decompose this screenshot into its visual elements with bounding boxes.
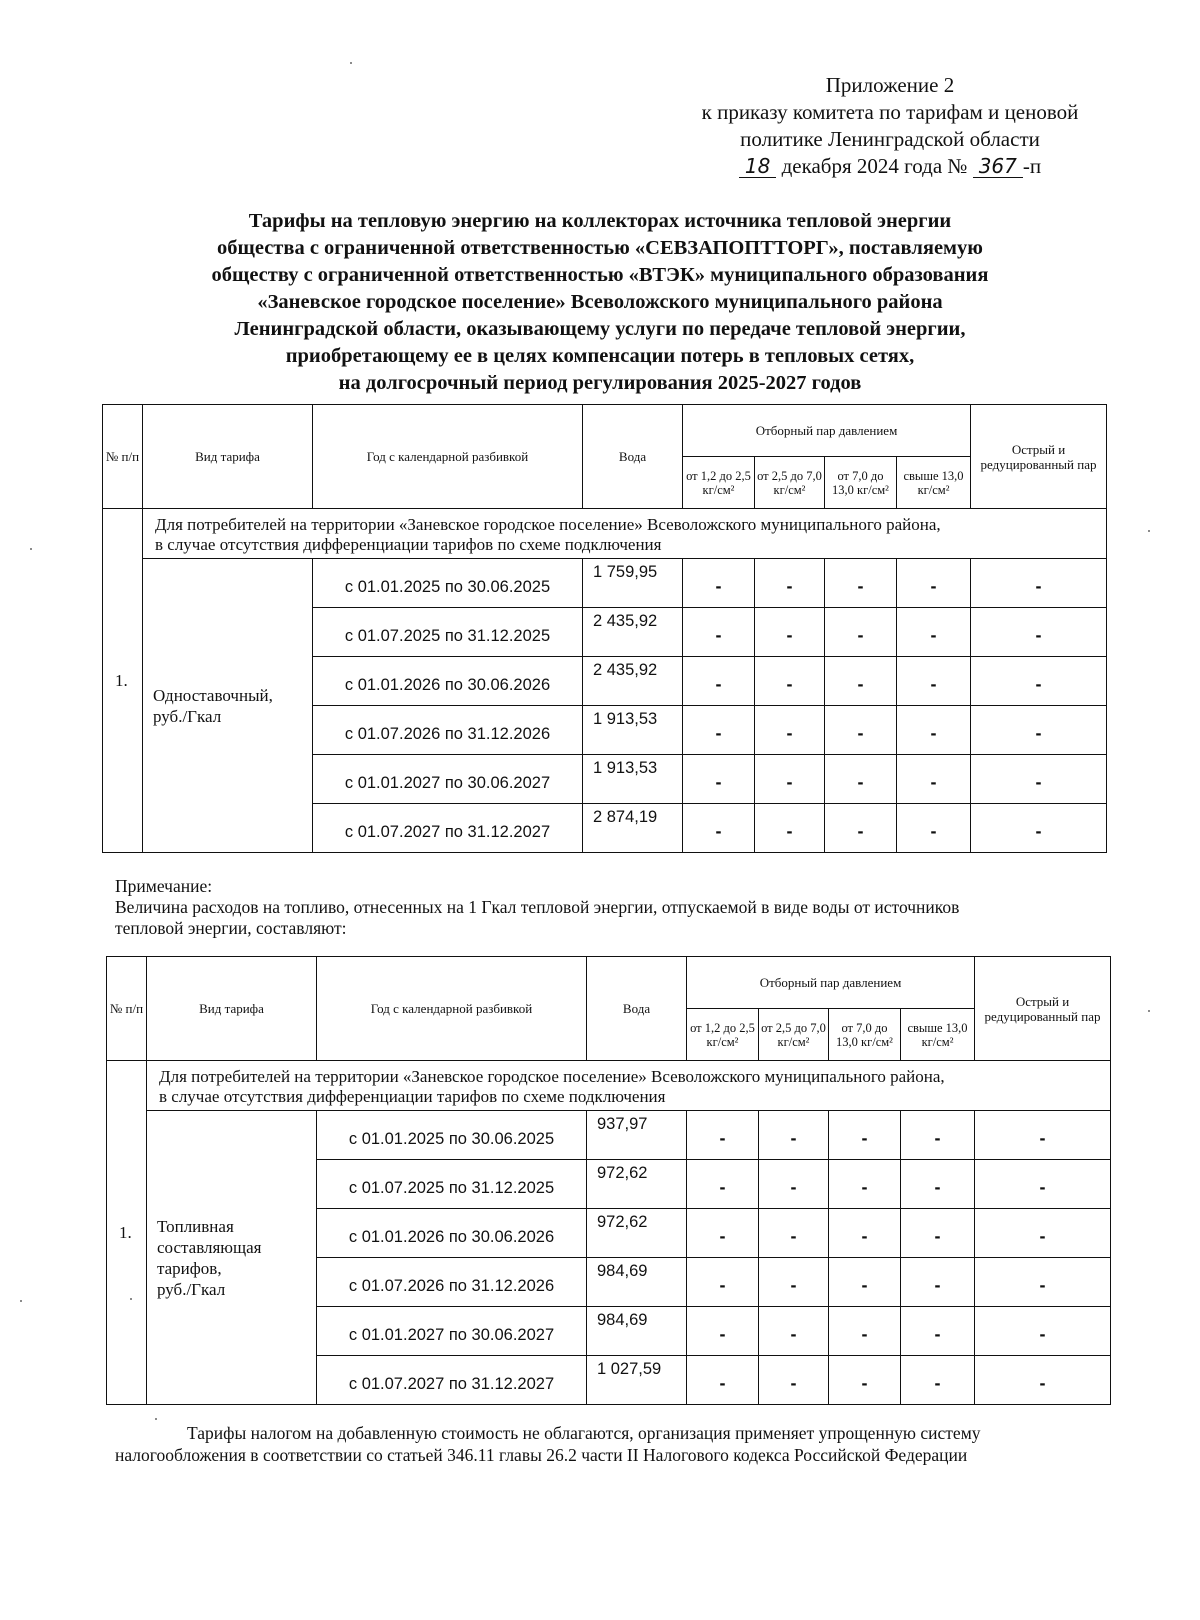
- consumer-note: [143, 509, 1107, 559]
- empty-value: -: [687, 1258, 759, 1307]
- empty-value: -: [971, 804, 1107, 853]
- empty-value: -: [975, 1160, 1111, 1209]
- empty-value: -: [755, 657, 825, 706]
- period-cell: с 01.01.2027 по 30.06.2027: [313, 755, 583, 804]
- period-cell: с 01.01.2026 по 30.06.2026: [313, 657, 583, 706]
- empty-value: -: [829, 1356, 901, 1405]
- empty-value: -: [825, 608, 897, 657]
- empty-value: -: [975, 1356, 1111, 1405]
- scan-speck: [155, 1418, 157, 1420]
- header-pressure-4: свыше 13,0 кг/см²: [901, 1009, 975, 1061]
- empty-value: -: [759, 1307, 829, 1356]
- header-num: № п/п: [107, 957, 147, 1061]
- header-sharp-steam: Острый и редуцированный пар: [975, 957, 1111, 1061]
- empty-value: -: [755, 804, 825, 853]
- header-pressure-3: от 7,0 до 13,0 кг/см²: [825, 457, 897, 509]
- period-cell: с 01.01.2027 по 30.06.2027: [317, 1307, 587, 1356]
- empty-value: -: [901, 1356, 975, 1405]
- empty-value: -: [683, 559, 755, 608]
- water-value: 937,97: [587, 1111, 687, 1160]
- header-kind: Вид тарифа: [143, 405, 313, 509]
- empty-value: -: [759, 1160, 829, 1209]
- empty-value: -: [683, 755, 755, 804]
- empty-value: -: [759, 1258, 829, 1307]
- water-value: 1 913,53: [583, 706, 683, 755]
- note-heading: Примечание:: [115, 876, 213, 896]
- empty-value: -: [755, 706, 825, 755]
- empty-value: -: [759, 1111, 829, 1160]
- scan-speck: [1148, 530, 1150, 532]
- header-kind: Вид тарифа: [147, 957, 317, 1061]
- title-line: Ленинградской области, оказывающему услуги по передаче тепловой энергии,: [234, 318, 966, 340]
- period-cell: с 01.01.2026 по 30.06.2026: [317, 1209, 587, 1258]
- title-line: «Заневское городское поселение» Всеволожского муниципального района: [257, 291, 943, 313]
- empty-value: -: [825, 559, 897, 608]
- appendix-title: Приложение 2: [825, 73, 955, 97]
- header-sharp-steam: Острый и редуцированный пар: [971, 405, 1107, 509]
- empty-value: -: [897, 608, 971, 657]
- tariff-kind-line: составляющая: [157, 1237, 262, 1257]
- scan-speck: [30, 548, 32, 550]
- header-steam: Отборный пар давлением: [683, 405, 971, 457]
- consumer-note: [147, 1061, 1111, 1111]
- title-line: Тарифы на тепловую энергию на коллекторах источника тепловой энергии: [248, 210, 952, 232]
- document-title: [110, 208, 1090, 397]
- empty-value: -: [755, 755, 825, 804]
- empty-value: -: [687, 1209, 759, 1258]
- empty-value: -: [687, 1307, 759, 1356]
- empty-value: -: [897, 706, 971, 755]
- empty-value: -: [901, 1307, 975, 1356]
- empty-value: -: [975, 1111, 1111, 1160]
- consumer-line: в случае отсутствия дифференциации тарифов по схеме подключения: [155, 534, 662, 554]
- header-pressure-1: от 1,2 до 2,5 кг/см²: [687, 1009, 759, 1061]
- title-line: обществу с ограниченной ответственностью «ВТЭК» муниципального образования: [211, 264, 989, 286]
- empty-value: -: [825, 804, 897, 853]
- empty-value: -: [755, 559, 825, 608]
- tariff-kind-line: Топливная: [157, 1216, 234, 1236]
- empty-value: -: [683, 706, 755, 755]
- empty-value: -: [971, 755, 1107, 804]
- note-line: тепловой энергии, составляют:: [115, 918, 347, 938]
- empty-value: -: [829, 1111, 901, 1160]
- order-day: 18: [739, 155, 776, 178]
- empty-value: -: [901, 1111, 975, 1160]
- title-line: на долгосрочный период регулирования 2025-2027 годов: [338, 372, 862, 394]
- title-line: общества с ограниченной ответственностью «СЕВЗАПОПТТОРГ», поставляемую: [217, 237, 983, 259]
- header-year: Год с календарной разбивкой: [317, 957, 587, 1061]
- water-value: 1 913,53: [583, 755, 683, 804]
- header-num: № п/п: [103, 405, 143, 509]
- tariff-kind-line: Одноставочный,: [153, 685, 273, 705]
- header-steam: Отборный пар давлением: [687, 957, 975, 1009]
- row-number: 1.: [107, 1061, 147, 1405]
- header-water: Вода: [583, 405, 683, 509]
- consumer-line: Для потребителей на территории «Заневское городское поселение» Всеволожского муниципального района,: [155, 514, 941, 534]
- empty-value: -: [825, 706, 897, 755]
- consumer-line: в случае отсутствия дифференциации тарифов по схеме подключения: [159, 1086, 666, 1106]
- empty-value: -: [825, 657, 897, 706]
- empty-value: -: [975, 1258, 1111, 1307]
- tariff-kind-line: руб./Гкал: [153, 706, 222, 726]
- water-value: 2 435,92: [583, 657, 683, 706]
- empty-value: -: [825, 755, 897, 804]
- water-value: 2 874,19: [583, 804, 683, 853]
- period-cell: с 01.07.2026 по 31.12.2026: [313, 706, 583, 755]
- tariff-kind: [143, 559, 313, 853]
- empty-value: -: [971, 608, 1107, 657]
- empty-value: -: [829, 1160, 901, 1209]
- empty-value: -: [975, 1307, 1111, 1356]
- water-value: 1 027,59: [587, 1356, 687, 1405]
- fuel-table: [106, 956, 1111, 1405]
- tariff-kind-line: руб./Гкал: [157, 1279, 226, 1299]
- empty-value: -: [971, 559, 1107, 608]
- period-cell: с 01.01.2025 по 30.06.2025: [317, 1111, 587, 1160]
- empty-value: -: [901, 1258, 975, 1307]
- empty-value: -: [975, 1209, 1111, 1258]
- period-cell: с 01.01.2025 по 30.06.2025: [313, 559, 583, 608]
- appendix-header: [640, 72, 1140, 180]
- empty-value: -: [829, 1307, 901, 1356]
- empty-value: -: [683, 657, 755, 706]
- empty-value: -: [759, 1209, 829, 1258]
- empty-value: -: [971, 657, 1107, 706]
- header-year: Год с календарной разбивкой: [313, 405, 583, 509]
- empty-value: -: [683, 608, 755, 657]
- period-cell: с 01.07.2025 по 31.12.2025: [317, 1160, 587, 1209]
- consumer-line: Для потребителей на территории «Заневское городское поселение» Всеволожского муниципального района,: [159, 1066, 945, 1086]
- period-cell: с 01.07.2027 по 31.12.2027: [317, 1356, 587, 1405]
- empty-value: -: [755, 608, 825, 657]
- empty-value: -: [901, 1209, 975, 1258]
- water-value: 972,62: [587, 1209, 687, 1258]
- empty-value: -: [971, 706, 1107, 755]
- water-value: 1 759,95: [583, 559, 683, 608]
- water-value: 984,69: [587, 1258, 687, 1307]
- empty-value: -: [687, 1356, 759, 1405]
- water-value: 2 435,92: [583, 608, 683, 657]
- tariff-kind: [147, 1111, 317, 1405]
- order-line-1: к приказу комитета по тарифам и ценовой: [701, 100, 1079, 124]
- empty-value: -: [687, 1160, 759, 1209]
- header-pressure-1: от 1,2 до 2,5 кг/см²: [683, 457, 755, 509]
- scan-speck: [1148, 1010, 1150, 1012]
- empty-value: -: [897, 559, 971, 608]
- order-date-text: декабря 2024 года №: [781, 154, 968, 178]
- header-pressure-3: от 7,0 до 13,0 кг/см²: [829, 1009, 901, 1061]
- water-value: 972,62: [587, 1160, 687, 1209]
- empty-value: -: [897, 755, 971, 804]
- tax-footnote: [115, 1422, 1105, 1466]
- note-block: [115, 876, 1105, 939]
- period-cell: с 01.07.2027 по 31.12.2027: [313, 804, 583, 853]
- note-line: Величина расходов на топливо, отнесенных на 1 Гкал тепловой энергии, отпускаемой в виде воды от источников: [115, 897, 960, 917]
- order-line-2: политике Ленинградской области: [740, 127, 1040, 151]
- order-suffix: -п: [1022, 154, 1042, 178]
- empty-value: -: [829, 1258, 901, 1307]
- header-pressure-4: свыше 13,0 кг/см²: [897, 457, 971, 509]
- empty-value: -: [901, 1160, 975, 1209]
- footnote-line: налогообложения в соответствии со статьей 346.11 главы 26.2 части II Налогового кодекса Российской Федерации: [115, 1445, 968, 1465]
- footnote-line: Тарифы налогом на добавленную стоимость не облагаются, организация применяет упрощенную систему: [187, 1423, 981, 1443]
- empty-value: -: [687, 1111, 759, 1160]
- header-pressure-2: от 2,5 до 7,0 кг/см²: [755, 457, 825, 509]
- empty-value: -: [759, 1356, 829, 1405]
- order-number: 367: [973, 155, 1023, 178]
- scan-speck: [130, 1298, 132, 1300]
- scan-speck: [20, 1300, 22, 1302]
- water-value: 984,69: [587, 1307, 687, 1356]
- empty-value: -: [683, 804, 755, 853]
- row-number: 1.: [103, 509, 143, 853]
- title-line: приобретающему ее в целях компенсации потерь в тепловых сетях,: [285, 345, 915, 367]
- empty-value: -: [829, 1209, 901, 1258]
- tariff-table: [102, 404, 1107, 853]
- tariff-kind-line: тарифов,: [157, 1258, 222, 1278]
- empty-value: -: [897, 657, 971, 706]
- scan-speck: [350, 62, 352, 64]
- empty-value: -: [897, 804, 971, 853]
- period-cell: с 01.07.2025 по 31.12.2025: [313, 608, 583, 657]
- period-cell: с 01.07.2026 по 31.12.2026: [317, 1258, 587, 1307]
- order-date-line: [640, 153, 1140, 180]
- header-water: Вода: [587, 957, 687, 1061]
- header-pressure-2: от 2,5 до 7,0 кг/см²: [759, 1009, 829, 1061]
